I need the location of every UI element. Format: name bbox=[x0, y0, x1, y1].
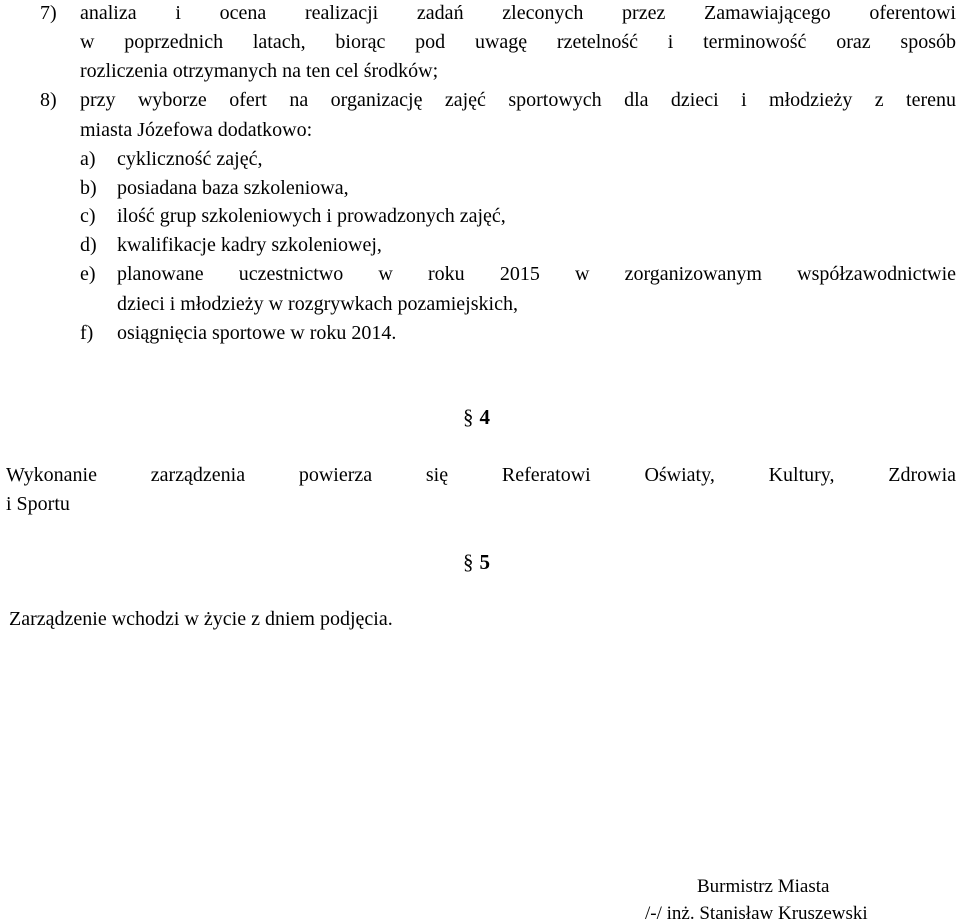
sublist-text: cykliczność zajęć, bbox=[117, 148, 263, 170]
section-heading bbox=[463, 407, 490, 427]
section-heading bbox=[463, 552, 490, 572]
section-text-line: i Sportu bbox=[6, 493, 70, 515]
signature-name: /-/ inż. Stanisław Kruszewski bbox=[645, 903, 868, 924]
sublist-letter: b) bbox=[80, 177, 97, 199]
section-text-line: Wykonanie zarządzenia powierza się Referatowi Oświaty, Kultury, Zdrowia bbox=[6, 464, 956, 486]
paragraph-symbol: § bbox=[463, 405, 474, 429]
item-text-line: miasta Józefowa dodatkowo: bbox=[80, 119, 313, 141]
section-number: 5 bbox=[479, 550, 490, 574]
item-text-line: analiza i ocena realizacji zadań zleconych przez Zamawiającego oferentowi bbox=[80, 2, 956, 24]
sublist-text: osiągnięcia sportowe w roku 2014. bbox=[117, 322, 397, 344]
sublist-text: kwalifikacje kadry szkoleniowej, bbox=[117, 234, 382, 256]
item-text-line: przy wyborze ofert na organizację zajęć sportowych dla dzieci i młodzieży z terenu bbox=[80, 89, 956, 111]
sublist-text: ilość grup szkoleniowych i prowadzonych zajęć, bbox=[117, 205, 506, 227]
sublist-letter: a) bbox=[80, 148, 96, 170]
signature-title: Burmistrz Miasta bbox=[697, 876, 830, 897]
item-text-line: w poprzednich latach, biorąc pod uwagę rzetelność i terminowość oraz sposób bbox=[80, 31, 956, 53]
sublist-text: posiadana baza szkoleniowa, bbox=[117, 177, 349, 199]
sublist-letter: f) bbox=[80, 322, 94, 344]
sublist-text: planowane uczestnictwo w roku 2015 w zorganizowanym współzawodnictwie bbox=[117, 263, 956, 285]
sublist-letter: e) bbox=[80, 263, 96, 285]
item-number: 8) bbox=[40, 89, 57, 111]
sublist-letter: c) bbox=[80, 205, 96, 227]
section-number: 4 bbox=[479, 405, 490, 429]
paragraph-symbol: § bbox=[463, 550, 474, 574]
item-text-line: rozliczenia otrzymanych na ten cel środków; bbox=[80, 60, 439, 82]
item-number: 7) bbox=[40, 2, 57, 24]
sublist-letter: d) bbox=[80, 234, 97, 256]
section-text-line: Zarządzenie wchodzi w życie z dniem podjęcia. bbox=[9, 608, 393, 630]
sublist-text: dzieci i młodzieży w rozgrywkach pozamiejskich, bbox=[117, 293, 518, 315]
